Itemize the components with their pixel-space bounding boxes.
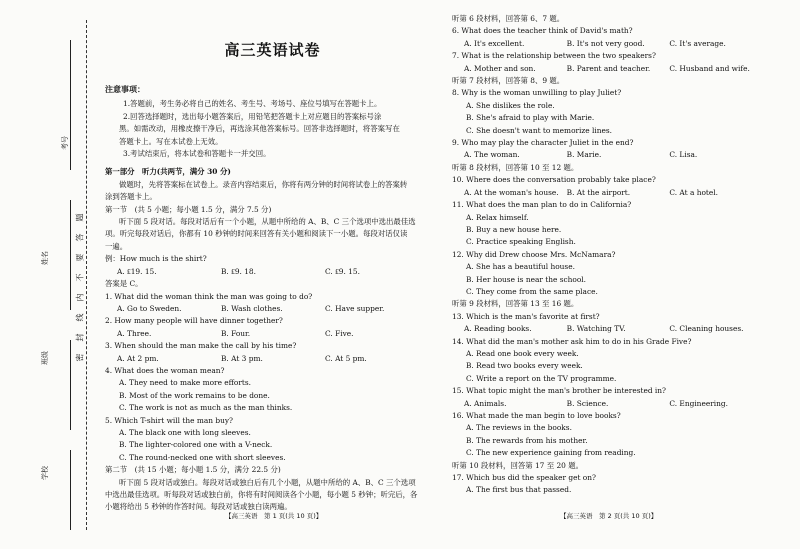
- option: A. Mother and son.: [464, 63, 536, 73]
- seal-char: 不: [75, 273, 85, 282]
- option: A. She has a beautiful house.: [466, 262, 575, 272]
- option: B. Read two books every week.: [466, 361, 583, 371]
- option: B. Wash clothes.: [221, 303, 283, 313]
- listening-instruction: 听第 6 段材料，回答第 6、7 题。: [452, 14, 565, 23]
- seal-char: 封: [75, 333, 85, 342]
- page-title: 高三英语试卷: [224, 41, 321, 59]
- class-label: 班级: [41, 351, 49, 365]
- option: B. Marie.: [566, 150, 602, 160]
- option: C. Engineering.: [669, 398, 728, 408]
- option: B. The lighter-colored one with a V-neck.: [119, 440, 273, 450]
- part1-intro-line: 涂到答题卡上。: [105, 192, 157, 202]
- option: A. ₤19. 15.: [117, 266, 157, 276]
- kaohao-underline: [70, 40, 71, 170]
- option: C. Practice speaking English.: [466, 237, 576, 247]
- seal-char: 答: [75, 233, 85, 242]
- option: B. At the airport.: [566, 187, 631, 197]
- kaohao-label: 考号: [61, 136, 69, 150]
- part1-heading: 第一部分 听力(共两节，满分 30 分): [105, 167, 231, 177]
- option: B. Her house is near the school.: [466, 274, 587, 284]
- option: B. ₤9. 18.: [221, 266, 256, 276]
- option: A. Three.: [117, 328, 152, 338]
- page-2: [452, 0, 772, 549]
- listening-instruction: 听第 9 段材料，回答第 13 至 16 题。: [452, 299, 579, 309]
- school-label: 学校: [41, 466, 49, 480]
- seal-char: 要: [75, 253, 85, 262]
- option: C. She doesn't want to memorize lines.: [466, 125, 613, 135]
- section2-intro-line: 听下面 5 段对话或独白。每段对话或独白后有几个小题，从题中所给的 A、B、C 三个选项: [119, 477, 416, 487]
- option: C. Write a report on the TV programme.: [466, 373, 617, 383]
- option: C. The round-necked one with short sleeves.: [119, 452, 286, 462]
- question-text: 13. Which is the man's favorite at first?: [452, 311, 600, 321]
- question-text: 7. What is the relationship between the two speakers?: [452, 51, 656, 61]
- option: C. It's average.: [669, 38, 726, 48]
- option: C. Five.: [325, 328, 354, 338]
- option: A. The black one with long sleeves.: [119, 427, 251, 437]
- question-text: 8. Why is the woman unwilling to play Juliet?: [452, 88, 622, 98]
- notice-line: 1.答题前，考生务必将自己的姓名、考生号、考场号、座位号填写在答题卡上。: [123, 99, 382, 109]
- option: C. Cleaning houses.: [669, 324, 744, 334]
- question-text: 15. What topic might the man's brother be interested in?: [452, 386, 667, 396]
- notice-line: 3.考试结束后，将本试卷和答题卡一并交回。: [123, 149, 271, 159]
- option: C. The work is not as much as the man thinks.: [119, 403, 293, 413]
- page-footer: 【高三英语 第 2 页(共 10 页)】: [560, 512, 658, 520]
- section1-intro-line: 一遍。: [105, 241, 128, 251]
- binding-strip: [0, 0, 100, 549]
- question-text: 11. What does the man plan to do in California?: [452, 200, 632, 210]
- option: C. At a hotel.: [669, 187, 718, 197]
- option: A. At the woman's house.: [464, 187, 559, 197]
- option: B. The rewards from his mother.: [466, 435, 588, 445]
- part1-intro-line: 做题时，先将答案标在试卷上。录音内容结束后，你将有两分钟的时间将试卷上的答案转: [119, 179, 408, 189]
- notice-line: 黑。如需改动，用橡皮擦干净后，再选涂其他答案标号。回答非选择题时，将答案写在: [119, 124, 400, 134]
- option: A. Read one book every week.: [466, 348, 579, 358]
- notice-line: 答题卡上。写在本试卷上无效。: [119, 136, 223, 146]
- option: C. Lisa.: [669, 150, 698, 160]
- question-text: 1. What did the woman think the man was going to do?: [105, 291, 313, 301]
- school-underline: [70, 450, 71, 530]
- question-text: 3. When should the man make the call by his time?: [105, 341, 297, 351]
- listening-instruction: 听第 8 段材料，回答第 10 至 12 题。: [452, 162, 579, 172]
- section2-intro-line: 中选出最佳选项。听每段对话或独白前，你将有时间阅读各个小题，每小题 5 秒钟；听完后，各: [105, 490, 418, 499]
- section2-heading: 第二节 (共 15 小题；每小题 1.5 分，满分 22.5 分): [105, 465, 281, 475]
- question-text: 17. Which bus did the speaker get on?: [452, 473, 596, 483]
- seal-char: 密: [75, 353, 85, 362]
- option: C. The new experience gaining from reading.: [466, 448, 636, 458]
- option: B. Most of the work remains to be done.: [119, 390, 270, 400]
- option: C. They come from the same place.: [466, 286, 598, 296]
- option: C. Have supper.: [325, 303, 385, 313]
- question-text: 2. How many people will have dinner together?: [105, 316, 283, 326]
- option: B. Watching TV.: [566, 324, 626, 334]
- question-options: [452, 38, 772, 50]
- option: A. They need to make more efforts.: [119, 378, 252, 388]
- notice-line: 2.回答选择题时，选出每小题答案后，用铅笔把答题卡上对应题目的答案标号涂: [123, 111, 382, 121]
- question-options: [452, 149, 772, 161]
- option: C. ₤9. 15.: [325, 266, 360, 276]
- question-options: [105, 303, 440, 315]
- seal-char: 线: [75, 313, 85, 322]
- page-footer: 【高三英语 第 1 页(共 10 页)】: [225, 512, 323, 520]
- question-text: 14. What did the man's mother ask him to do in his Grade Five?: [452, 336, 692, 346]
- option: A. At 2 pm.: [117, 353, 159, 363]
- option: A. Animals.: [464, 398, 507, 408]
- question-options: [105, 353, 440, 365]
- option: A. It's excellent.: [464, 38, 525, 48]
- option: B. It's not very good.: [566, 38, 645, 48]
- question-options: [452, 187, 772, 199]
- example-options: [105, 266, 440, 278]
- question-text: 4. What does the woman mean?: [105, 365, 225, 375]
- seal-char: 内: [75, 293, 85, 302]
- question-options: [105, 328, 440, 340]
- question-text: 10. Where does the conversation probably take place?: [452, 175, 656, 185]
- option: A. Relax himself.: [466, 212, 529, 222]
- seal-char: 题: [75, 213, 85, 222]
- option: B. Parent and teacher.: [566, 63, 651, 73]
- class-underline: [70, 340, 71, 430]
- question-text: 9. Who may play the character Juliet in the end?: [452, 138, 634, 148]
- question-text: 12. Why did Drew choose Mrs. McNamara?: [452, 249, 616, 259]
- seal-line: [86, 20, 87, 530]
- question-options: [452, 63, 772, 75]
- option: B. At 3 pm.: [221, 353, 263, 363]
- question-text: 5. Which T-shirt will the man buy?: [105, 415, 233, 425]
- section1-intro-line: 项。听完每段对话后，你都有 10 秒钟的时间来回答有关小题和阅读下一小题。每段对话仅读: [105, 229, 408, 239]
- option: B. Buy a new house here.: [466, 224, 562, 234]
- option: A. Reading books.: [464, 324, 532, 334]
- question-options: [452, 398, 772, 410]
- listening-instruction: 听第 7 段材料，回答第 8、9 题。: [452, 76, 565, 86]
- example-answer: 答案是 C。: [105, 279, 143, 289]
- option: B. Science.: [566, 398, 609, 408]
- page-1: [105, 0, 440, 549]
- option: A. The reviews in the books.: [466, 423, 572, 433]
- option: B. Four.: [221, 328, 251, 338]
- option: A. The first bus that passed.: [466, 485, 572, 495]
- name-underline: [70, 200, 71, 310]
- question-options: [452, 323, 772, 335]
- example-question: 例：How much is the shirt?: [105, 254, 207, 264]
- option: A. The woman.: [464, 150, 520, 160]
- section2-intro-line: 小题将给出 5 秒钟的作答时间。每段对话或独白读两遍。: [105, 502, 292, 512]
- option: A. Go to Sweden.: [117, 303, 182, 313]
- name-label: 姓名: [41, 251, 49, 265]
- option: C. At 5 pm.: [325, 353, 367, 363]
- question-text: 6. What does the teacher think of David's math?: [452, 26, 633, 36]
- option: B. She's afraid to play with Marie.: [466, 113, 595, 123]
- section1-intro-line: 听下面 5 段对话。每段对话后有一个小题，从题中所给的 A、B、C 三个选项中选出最佳选: [119, 217, 416, 227]
- listening-instruction: 听第 10 段材料，回答第 17 至 20 题。: [452, 460, 583, 470]
- notice-heading: 注意事项：: [105, 85, 145, 94]
- section1-heading: 第一节 (共 5 小题；每小题 1.5 分，满分 7.5 分): [105, 204, 272, 214]
- question-list: [452, 13, 772, 497]
- question-text: 16. What made the man begin to love books?: [452, 411, 621, 420]
- option: A. She dislikes the role.: [466, 100, 555, 110]
- question-list: [105, 291, 440, 465]
- option: C. Husband and wife.: [669, 63, 750, 73]
